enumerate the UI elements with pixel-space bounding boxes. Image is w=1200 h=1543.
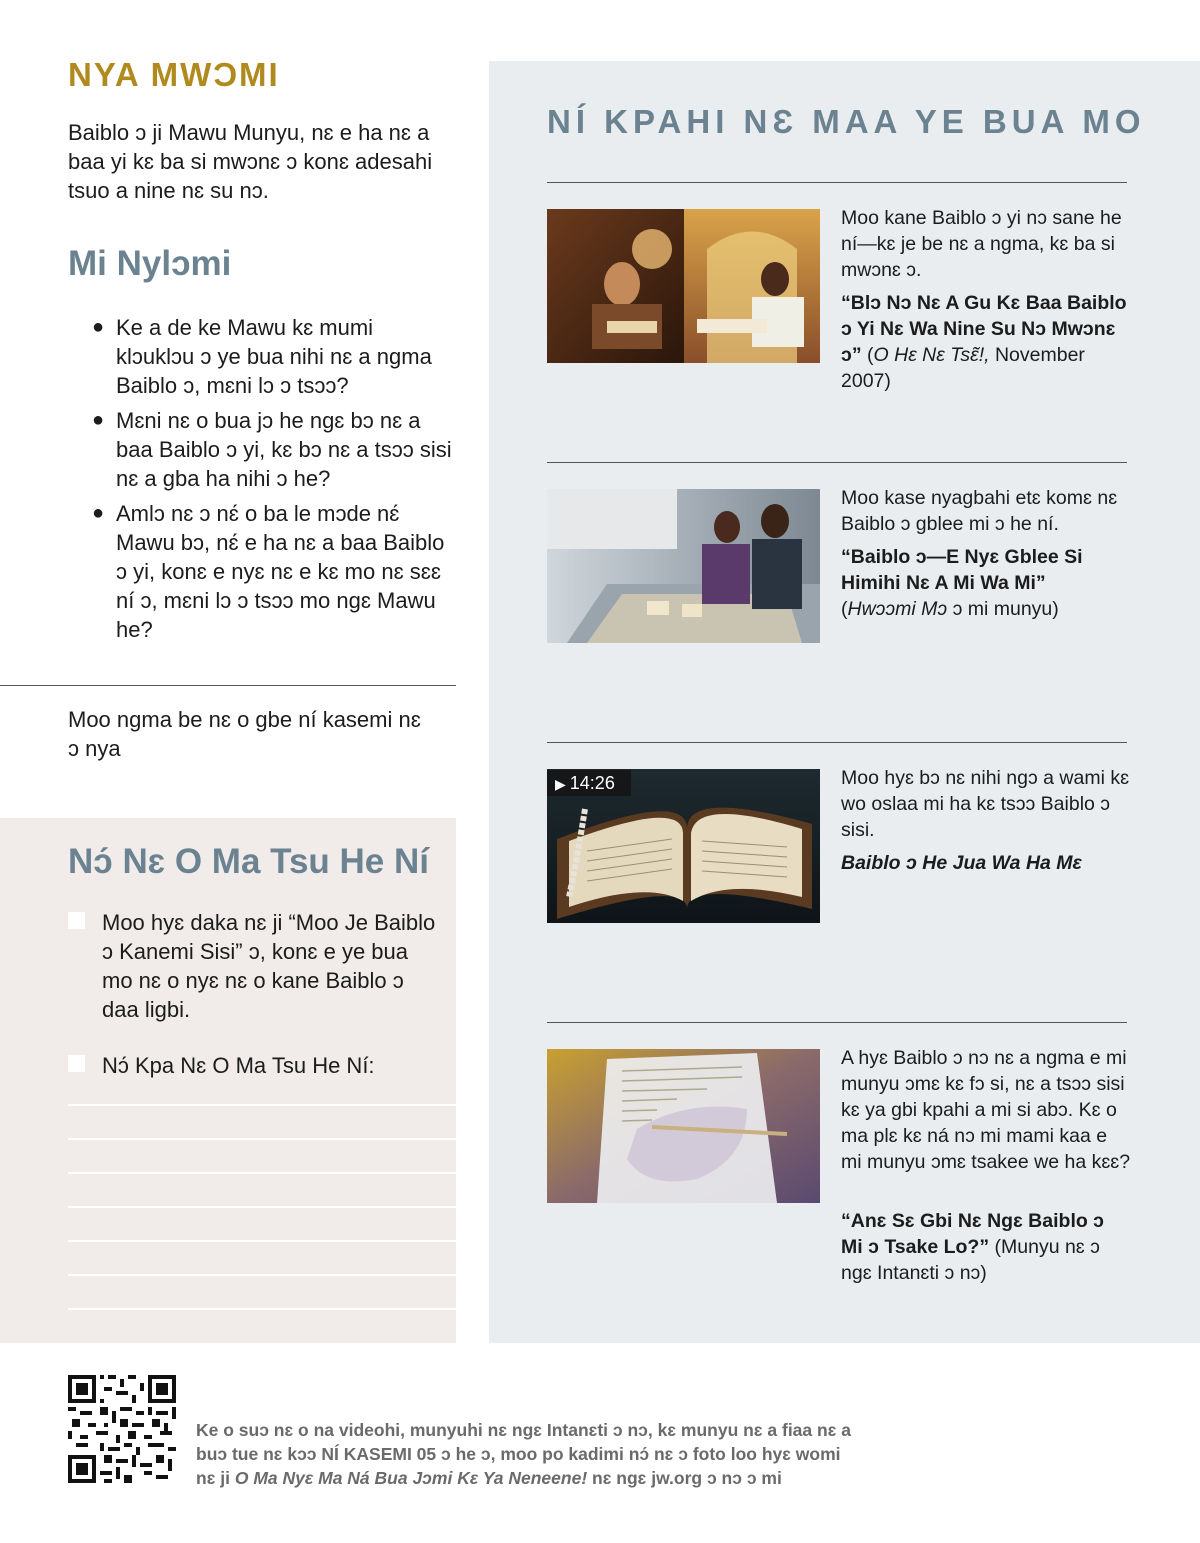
item-rule <box>547 462 1127 463</box>
item-reference[interactable]: “Blɔ Nɔ Nɛ A Gu Kɛ Baa Baiblo ɔ Yi Nɛ Wa Nine Su Nɔ Mwɔnɛ ɔ” (O Hɛ Nɛ Tsɛ̃!, November 2007) <box>841 292 1127 392</box>
item-reference[interactable] <box>841 850 1131 876</box>
goals-box <box>0 818 456 1343</box>
play-icon[interactable]: ▶ <box>555 776 566 792</box>
article-title-link[interactable]: “Blɔ Nɔ Nɛ A Gu Kɛ Baa Baiblo ɔ Yi Nɛ Wa Nine Su Nɔ Mwɔnɛ ɔ” <box>841 292 1127 366</box>
writing-line[interactable] <box>68 1172 456 1174</box>
bullet-icon: ● <box>92 502 105 524</box>
completion-date-prompt: Moo ngma be nɛ o gbe ní kasemi nɛ ɔ nya <box>68 707 421 761</box>
goal-text: Nɔ́ Kpa Nɛ O Ma Tsu He Ní: <box>102 1053 375 1078</box>
item-rule <box>547 742 1127 743</box>
video-duration: 14:26 <box>569 773 615 793</box>
article-date: November 2007 <box>841 344 1085 392</box>
explore-heading: NÍ KPAHI NƐ MAA YE BUA MO <box>547 103 1146 140</box>
video-title-link[interactable]: Baiblo ɔ He Jua Wa Ha Mɛ <box>841 852 1082 874</box>
writing-line[interactable] <box>68 1138 456 1140</box>
article-source: O Hɛ Nɛ Tsɛ̃!, <box>873 344 990 366</box>
item-reference[interactable] <box>841 1208 1131 1286</box>
section-divider <box>0 685 456 686</box>
article-source: Hwɔɔmi Mɔ <box>847 598 948 620</box>
article-title-link[interactable]: “Baiblo ɔ—E Nyɛ Gblee Si Himihi Nɛ A Mi Wa Mi” <box>841 546 1083 594</box>
item-description: Moo hyɛ bɔ nɛ nihi ngɔ a wami kɛ wo oslaa mi ha kɛ tsɔɔ Baiblo ɔ sisi. <box>841 767 1130 841</box>
writing-line[interactable] <box>68 1206 456 1208</box>
article-source-suffix: ɔ mi munyu <box>952 598 1053 620</box>
item-description: A hyɛ Baiblo ɔ nɔ nɛ a ngma e mi munyu ɔmɛ kɛ fɔ si, nɛ a tsɔɔ sisi kɛ ya gbi kpahi a mi si abɔ. Kɛ o ma plɛ kɛ ná nɔ mi mami kaa e mi munyu ɔmɛ tsakee we ha kɛɛ? <box>841 1047 1131 1173</box>
review-question-list <box>92 313 452 650</box>
review-question <box>92 313 452 400</box>
summary-heading: NYA MWƆMI <box>68 56 280 93</box>
goal-item <box>68 1051 438 1080</box>
footer-text-before: Ke o suɔ nɛ o na videohi, munyuhi nɛ ngɛ Intanɛti ɔ nɔ, kɛ munyu nɛ a fiaa nɛ a buɔ tue nɛ kɔɔ NÍ KASEMI 05 ɔ he ɔ, moo po kadimi nɔ́ nɛ ɔ foto loo hyɛ womi nɛ ji <box>196 1420 851 1488</box>
review-question <box>92 499 452 644</box>
review-question-text: Amlɔ nɛ ɔ nɛ́ o ba le mɔde nɛ́ Mawu bɔ, nɛ́ e ha nɛ a baa Baiblo ɔ yi, konɛ e nyɛ nɛ e kɛ mo nɛ sɛɛ ní ɔ, mɛni lɔ ɔ tsɔɔ mo ngɛ Mawu he? <box>116 501 445 642</box>
writing-line[interactable] <box>68 1274 456 1276</box>
item-rule <box>547 182 1127 183</box>
goal-checkbox[interactable] <box>68 912 85 929</box>
writing-line[interactable] <box>68 1240 456 1242</box>
writing-line[interactable] <box>68 1308 456 1310</box>
item-rule <box>547 1022 1127 1023</box>
footer-text-after: nɛ ngɛ jw.org ɔ nɔ ɔ mi <box>592 1468 782 1488</box>
review-question-text: Mɛni nɛ o bua jɔ he ngɛ bɔ nɛ a baa Baiblo ɔ yi, kɛ bɔ nɛ a tsɔɔ sisi nɛ a gba ha nihi ɔ he? <box>116 408 452 491</box>
item-reference[interactable]: “Baiblo ɔ—E Nyɛ Gblee Si Himihi Nɛ A Mi Wa Mi” (Hwɔɔmi Mɔ ɔ mi munyu) <box>841 546 1083 620</box>
hand-writing-manuscript-image[interactable] <box>547 1049 820 1203</box>
goals-heading: Nɔ́ Nɛ O Ma Tsu He Ní <box>68 842 429 881</box>
article-title-link[interactable]: “Anɛ Sɛ Gbi Nɛ Ngɛ Baiblo ɔ Mi ɔ Tsake Lo?” <box>841 1210 1105 1258</box>
review-question-text: Ke a de ke Mawu kɛ mumi klɔuklɔu ɔ ye bua nihi nɛ a ngma Baiblo ɔ, mɛni lɔ ɔ tsɔɔ? <box>116 315 432 398</box>
review-heading: Mi Nylɔmi <box>68 244 232 283</box>
summary-text: Baiblo ɔ ji Mawu Munyu, nɛ e ha nɛ a baa yi kɛ ba si mwɔnɛ ɔ konɛ adesahi tsuo a nine nɛ su nɔ. <box>68 120 433 203</box>
bullet-icon: ● <box>92 316 105 338</box>
goal-checkbox[interactable] <box>68 1055 85 1072</box>
article-source-note: (Munyu nɛ ɔ ngɛ Intanɛti ɔ nɔ) <box>841 1236 1100 1284</box>
goal-item <box>68 908 438 1024</box>
footer-text <box>196 1418 856 1490</box>
qr-code-icon[interactable] <box>68 1375 176 1483</box>
writing-line[interactable] <box>68 1104 456 1106</box>
item-description: Moo kase nyagbahi etɛ komɛ nɛ Baiblo ɔ gblee mi ɔ he ní. <box>841 487 1118 535</box>
scribe-and-reader-image[interactable] <box>547 209 820 363</box>
book-title-link[interactable]: O Ma Nyɛ Ma Ná Bua Jɔmi Kɛ Ya Neneene! <box>234 1468 588 1488</box>
review-question <box>92 406 452 493</box>
couple-at-museum-image[interactable] <box>547 489 820 643</box>
video-duration-badge[interactable] <box>547 770 631 796</box>
goal-text: Moo hyɛ daka nɛ ji “Moo Je Baiblo ɔ Kanemi Sisi” ɔ, konɛ e ye bua mo nɛ o nyɛ nɛ o kane Baiblo ɔ daa ligbi. <box>102 910 436 1022</box>
bullet-icon: ● <box>92 409 105 431</box>
item-description: Moo kane Baiblo ɔ yi nɔ sane he ní—kɛ je be nɛ a ngma, kɛ ba si mwɔnɛ ɔ. <box>841 207 1122 281</box>
